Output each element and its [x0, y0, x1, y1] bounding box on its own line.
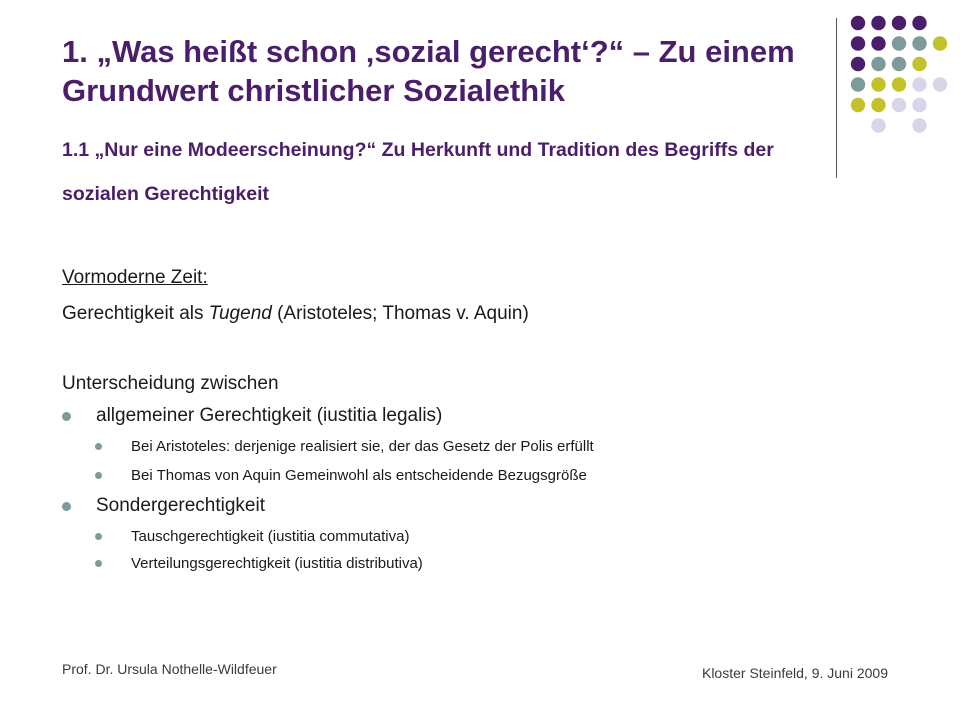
sub-bullet-dot-icon	[95, 533, 102, 540]
bullet-label: Sondergerechtigkeit	[96, 495, 265, 516]
decorative-dot-grid	[0, 0, 960, 200]
decor-dot	[912, 16, 926, 30]
decor-dot	[912, 57, 926, 71]
sub-bullet-dot-icon	[95, 472, 102, 479]
sub-bullet-label: Bei Thomas von Aquin Gemeinwohl als entscheidende Bezugsgröße	[131, 467, 587, 484]
bullet-dot-icon	[62, 412, 71, 421]
sub-bullet-dot-icon	[95, 560, 102, 567]
section-heading: Vormoderne Zeit:	[62, 267, 208, 288]
footer-author: Prof. Dr. Ursula Nothelle-Wildfeuer	[62, 661, 277, 677]
decor-dot	[871, 77, 885, 91]
decor-dot	[912, 36, 926, 50]
slide-title: 1. „Was heißt schon ‚sozial gerecht‘?“ – Zu einem Grundwert christlicher Sozialethik	[62, 34, 795, 108]
sub-bullet-dot-icon	[95, 443, 102, 450]
decor-dot	[851, 98, 865, 112]
decor-dot	[912, 98, 926, 112]
vertical-divider	[836, 18, 837, 178]
sub-bullet-label: Verteilungsgerechtigkeit (iustitia distributiva)	[131, 555, 423, 572]
decor-dot	[933, 77, 947, 91]
decor-dot	[851, 16, 865, 30]
slide-subtitle: 1.1 „Nur eine Modeerscheinung?“ Zu Herkunft und Tradition des Begriffs der sozialen Gerechtigkeit	[62, 139, 774, 205]
decor-dot	[892, 57, 906, 71]
virtue-line-pre: Gerechtigkeit als	[62, 303, 209, 324]
decor-dot	[851, 36, 865, 50]
decor-dot	[892, 77, 906, 91]
decor-dot	[851, 57, 865, 71]
virtue-line-emphasis: Tugend	[208, 303, 272, 324]
virtue-line	[62, 302, 529, 326]
decor-dot	[871, 16, 885, 30]
decor-dot	[871, 118, 885, 132]
decor-dot	[892, 16, 906, 30]
decor-dot	[892, 36, 906, 50]
decor-dot	[892, 98, 906, 112]
footer-event: Kloster Steinfeld, 9. Juni 2009	[701, 665, 888, 681]
decor-dot	[912, 118, 926, 132]
bullet-dot-icon	[62, 502, 71, 511]
decor-dot	[933, 36, 947, 50]
bullet-label: allgemeiner Gerechtigkeit (iustitia legalis)	[96, 405, 443, 426]
sub-bullet-label: Tauschgerechtigkeit (iustitia commutativa)	[131, 528, 410, 545]
decor-dot	[912, 77, 926, 91]
sub-bullet-label: Bei Aristoteles: derjenige realisiert sie, der das Gesetz der Polis erfüllt	[131, 438, 594, 455]
virtue-line-post: (Aristoteles; Thomas v. Aquin)	[271, 303, 529, 324]
decor-dot	[851, 77, 865, 91]
decor-dot	[871, 98, 885, 112]
decor-dot	[871, 36, 885, 50]
decor-dot	[871, 57, 885, 71]
intro-line: Unterscheidung zwischen	[62, 373, 279, 394]
